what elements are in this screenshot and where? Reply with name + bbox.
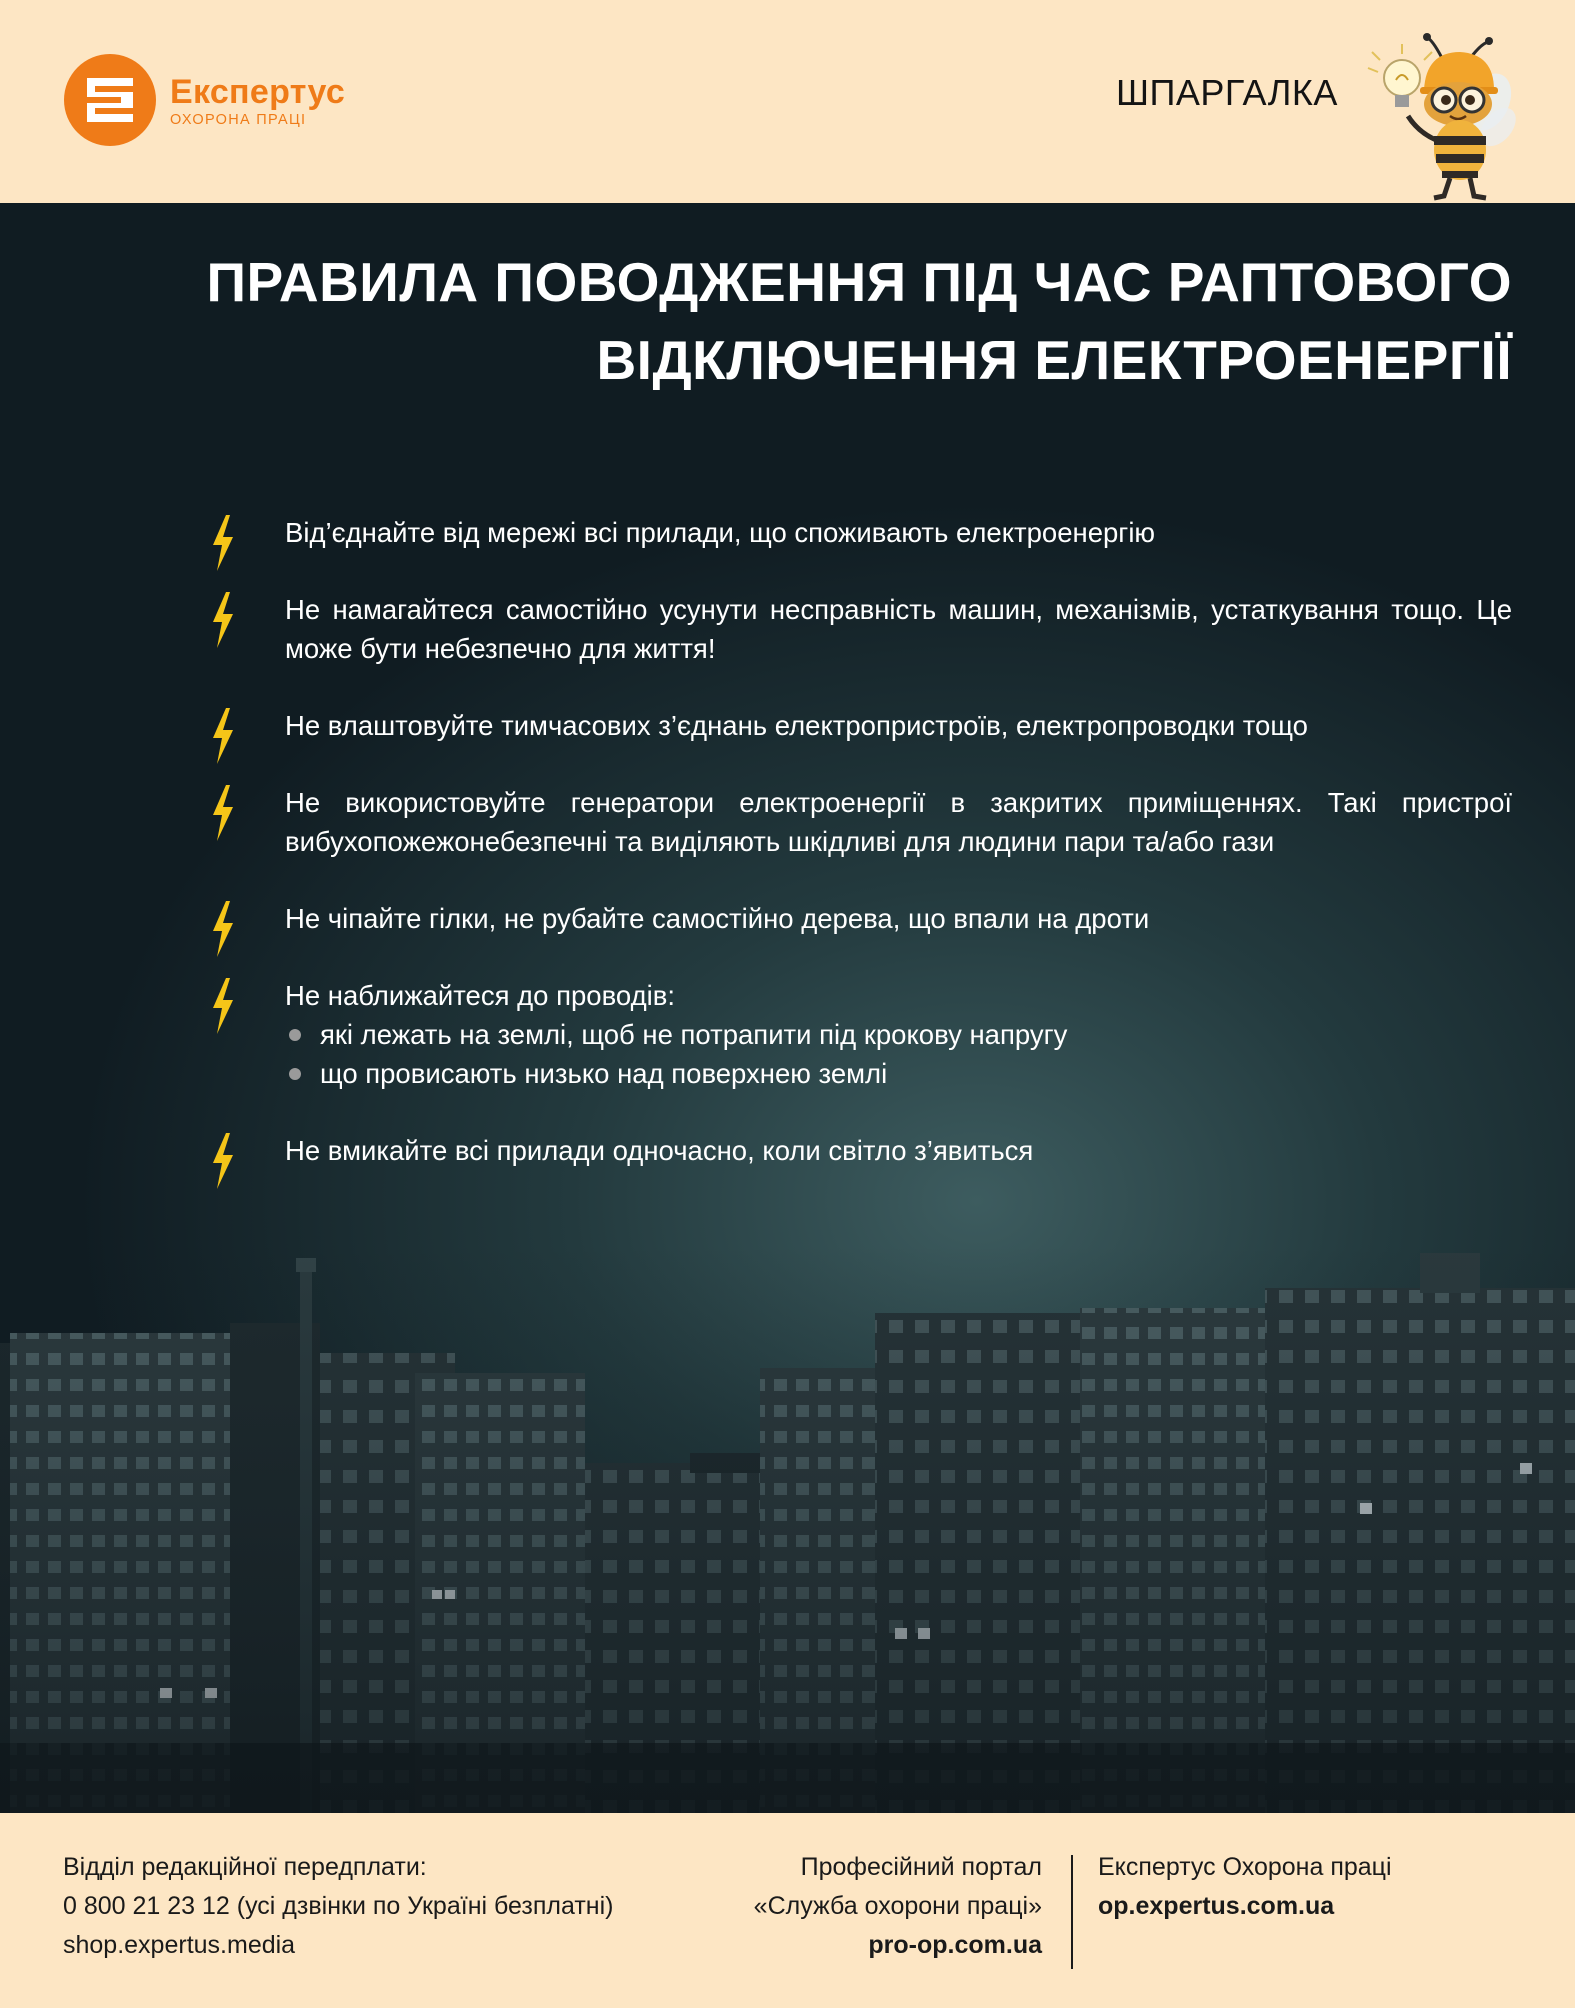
shop-link[interactable]: shop.expertus.media (63, 1931, 296, 1959)
sub-item-text: що провисають низько над поверхнею землі (320, 1058, 888, 1089)
expertus-logo-icon (64, 54, 156, 146)
rule-text: Не влаштовуйте тимчасових з’єднань електропристроїв, електропроводки тощо (285, 710, 1308, 741)
footer (0, 1813, 1575, 2008)
subscription-title: Відділ редакційної передплати: (63, 1853, 427, 1881)
rules-list (210, 513, 1512, 1208)
lightning-bolt-icon (210, 785, 236, 841)
lightning-bolt-icon (210, 592, 236, 648)
site-title: Експертус Охорона праці (1098, 1853, 1392, 1881)
rule-text: Не намагайтеся самостійно усунути несправність машин, механізмів, устаткування тощо. Це може бути небезпечно для життя! (285, 594, 1512, 664)
rule-item (210, 899, 1512, 938)
bullet-dot-icon (289, 1068, 301, 1080)
expertus-logo[interactable] (64, 54, 345, 146)
site-info (1098, 1848, 1392, 1926)
rule-item (210, 590, 1512, 668)
sub-item (285, 1015, 1512, 1054)
lightning-bolt-icon (210, 978, 236, 1034)
portal-title: Професійний портал (800, 1853, 1042, 1881)
rule-item (210, 706, 1512, 745)
title-line-1: ПРАВИЛА ПОВОДЖЕННЯ ПІД ЧАС РАПТОВОГО (206, 251, 1512, 313)
subscription-phone[interactable]: 0 800 21 23 12 (усі дзвінки по Україні безплатні) (63, 1892, 614, 1920)
main-panel (0, 203, 1575, 1813)
portal-link[interactable]: pro-op.com.ua (868, 1931, 1042, 1959)
lightning-bolt-icon (210, 515, 236, 571)
lightning-bolt-icon (210, 708, 236, 764)
subscription-info (63, 1848, 613, 1965)
rule-item (210, 513, 1512, 552)
cheat-sheet-label: ШПАРГАЛКА (1116, 72, 1338, 113)
title-line-2: ВІДКЛЮЧЕННЯ ЕЛЕКТРОЕНЕРГІЇ (596, 329, 1512, 391)
site-link[interactable]: op.expertus.com.ua (1098, 1892, 1335, 1920)
rule-text: Не наближайтеся до проводів: (285, 980, 675, 1011)
bee-mascot-icon (1356, 32, 1526, 204)
lightning-bolt-icon (210, 901, 236, 957)
rule-text: Не вмикайте всі прилади одночасно, коли світло з’явиться (285, 1135, 1034, 1166)
sub-item-text: які лежать на землі, щоб не потрапити під крокову напругу (320, 1019, 1068, 1050)
rule-text: Не чіпайте гілки, не рубайте самостійно дерева, що впали на дроти (285, 903, 1150, 934)
logo-subtitle: ОХОРОНА ПРАЦІ (170, 111, 307, 128)
lightning-bolt-icon (210, 1133, 236, 1189)
header (0, 0, 1575, 203)
rule-item (210, 976, 1512, 1093)
sub-item (285, 1054, 1512, 1093)
footer-divider (1071, 1855, 1073, 1969)
bullet-dot-icon (289, 1029, 301, 1041)
rule-item (210, 783, 1512, 861)
rule-item (210, 1131, 1512, 1170)
portal-name: «Служба охорони праці» (753, 1892, 1042, 1920)
rule-text: Не використовуйте генератори електроенергії в закритих приміщеннях. Такі пристрої вибухопожежонебезпечні та виділяють шкідливі для людини пари та/або гази (285, 787, 1512, 857)
logo-name: Експертус (170, 72, 346, 111)
portal-info (754, 1848, 1042, 1965)
page-title (206, 243, 1512, 399)
rule-text: Від’єднайте від мережі всі прилади, що споживають електроенергію (285, 517, 1156, 548)
